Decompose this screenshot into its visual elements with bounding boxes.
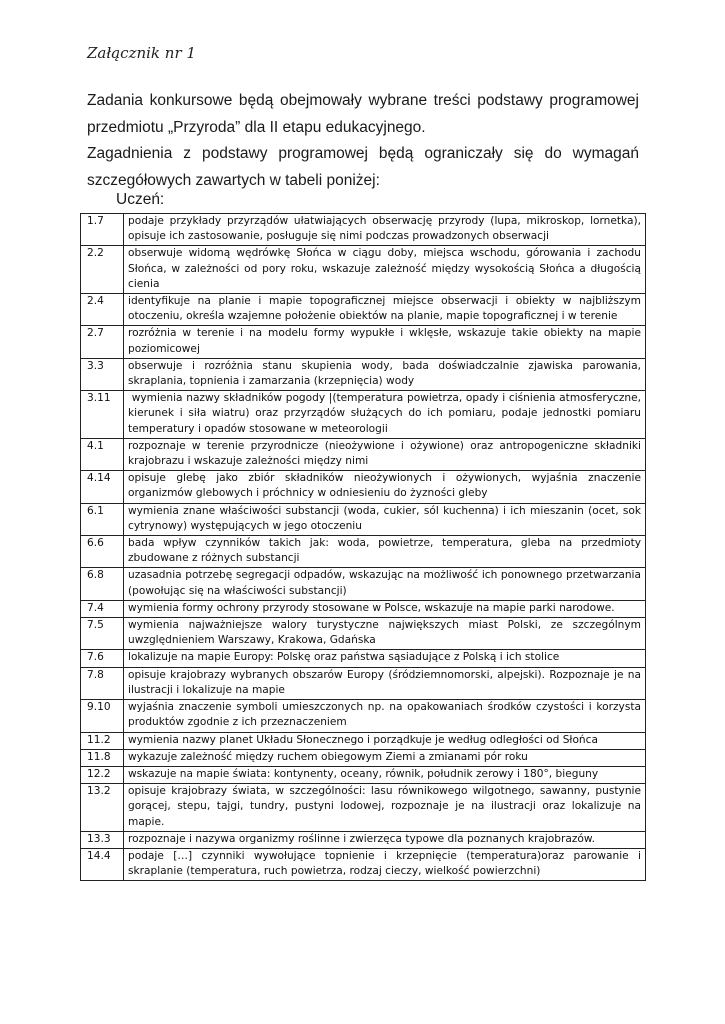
table-row: [81, 568, 646, 600]
requirement-text: wskazuje na mapie świata: kontynenty, oceany, równik, południk zerowy i 180°, bieguny: [124, 766, 646, 783]
requirements-table-body: [81, 214, 675, 881]
requirement-number: 6.8: [81, 568, 124, 600]
table-row: [81, 650, 646, 667]
requirement-number: 3.3: [81, 358, 124, 390]
requirement-number: 9.10: [81, 700, 124, 732]
requirement-number: 7.6: [81, 650, 124, 667]
requirement-number: 3.11: [81, 391, 124, 439]
requirement-text: rozpoznaje w terenie przyrodnicze (nieożywione i ożywione) oraz antropogeniczne składniki krajobrazu i wskazuje zależności między nimi: [124, 438, 646, 470]
table-row: [81, 848, 646, 880]
requirement-number: 2.7: [81, 326, 124, 358]
table-row: [81, 784, 646, 832]
table-row: [81, 503, 646, 535]
table-row: [81, 214, 646, 246]
requirement-number: 1.7: [81, 214, 124, 246]
requirement-text: obserwuje widomą wędrówkę Słońca w ciągu doby, miejsca wschodu, górowania i zachodu Słońca, w zależności od pory roku, wskazuje zależność między wysokością Słońca a długością cienia: [124, 246, 646, 294]
requirement-number: 7.8: [81, 667, 124, 699]
requirement-number: 4.1: [81, 438, 124, 470]
requirement-text: wyjaśnia znaczenie symboli umieszczonych np. na opakowaniach środków czystości i korzysta produktów zgodnie z ich przeznaczeniem: [124, 700, 646, 732]
requirement-text: opisuje krajobrazy wybranych obszarów Europy (śródziemnomorski, alpejski). Rozpoznaje je na ilustracji i lokalizuje na mapie: [124, 667, 646, 699]
requirement-number: 6.1: [81, 503, 124, 535]
requirement-text: bada wpływ czynników takich jak: woda, powietrze, temperatura, gleba na przedmioty zbudowane z różnych substancji: [124, 536, 646, 568]
requirement-number: 11.2: [81, 732, 124, 749]
annex-label: Załącznik nr 1: [87, 44, 196, 62]
table-row: [81, 732, 646, 749]
intro-line: przedmiotu „Przyroda” dla II etapu edukacyjnego.: [87, 118, 426, 136]
requirement-text: podaje […] czynniki wywołujące topnienie i krzepnięcie (temperatura)oraz parowanie i skraplanie (temperatura, ruch powietrza, rodzaj cieczy, wielkość powierzchni): [124, 848, 646, 880]
requirements-table: [80, 213, 675, 881]
table-row: [81, 536, 646, 568]
requirement-text: identyfikuje na planie i mapie topograficznej miejsce obserwacji i obiekty w najbliższym otoczeniu, określa wzajemne położenie obiektów na planie, mapie topograficznej i w terenie: [124, 294, 646, 326]
table-row: [81, 831, 646, 848]
requirement-text: wymienia nazwy składników pogody |(temperatura powietrza, opady i ciśnienia atmosferyczne, kierunek i siła wiatru) oraz przyrządów służących do ich pomiaru, podaje jednostki pomiaru temperatury i opadów stosowane w meteorologii: [124, 391, 646, 439]
requirement-text: uzasadnia potrzebę segregacji odpadów, wskazując na możliwość ich ponownego przetwarzania (powołując się na właściwości substancji): [124, 568, 646, 600]
intro-text: [87, 88, 639, 194]
table-row: [81, 358, 646, 390]
requirement-text: opisuje glebę jako zbiór składników nieożywionych i ożywionych, wyjaśnia znaczenie organizmów glebowych i próchnicy w odniesieniu do żyzności gleby: [124, 471, 646, 503]
requirement-text: rozróżnia w terenie i na modelu formy wypukłe i wklęsłe, wskazuje takie obiekty na mapie poziomicowej: [124, 326, 646, 358]
requirement-number: 7.5: [81, 618, 124, 650]
table-row: [81, 246, 646, 294]
requirement-number: 2.4: [81, 294, 124, 326]
requirement-number: 6.6: [81, 536, 124, 568]
requirement-number: 14.4: [81, 848, 124, 880]
requirement-text: obserwuje i rozróżnia stanu skupienia wody, bada doświadczalnie zjawiska parowania, skraplania, topnienia i zamarzania (krzepnięcia) wody: [124, 358, 646, 390]
requirement-text: wymienia nazwy planet Układu Słonecznego i porządkuje je według odległości od Słońca: [124, 732, 646, 749]
requirement-text: wymienia najważniejsze walory turystyczne największych miast Polski, ze szczególnym uwzględnieniem Warszawy, Krakowa, Gdańska: [124, 618, 646, 650]
table-row: [81, 600, 646, 617]
requirement-text: lokalizuje na mapie Europy: Polskę oraz państwa sąsiadujące z Polską i ich stolice: [124, 650, 646, 667]
requirement-text: podaje przykłady przyrządów ułatwiających obserwację przyrody (lupa, mikroskop, lornetka), opisuje ich zastosowanie, posługuje się nimi podczas prowadzonych obserwacji: [124, 214, 646, 246]
requirement-text: opisuje krajobrazy świata, w szczególności: lasu równikowego wilgotnego, sawanny, pustynie gorącej, stepu, tajgi, tundry, pustyni lodowej, rozpoznaje je na ilustracji oraz lokalizuje na mapie.: [124, 784, 646, 832]
requirement-number: 4.14: [81, 471, 124, 503]
table-row: [81, 766, 646, 783]
intro-line: Zadania konkursowe będą obejmowały wybrane treści podstawy programowej: [87, 92, 639, 109]
table-row: [81, 438, 646, 470]
table-row: [81, 391, 646, 439]
table-row: [81, 471, 646, 503]
table-row: [81, 326, 646, 358]
requirement-text: wymienia formy ochrony przyrody stosowane w Polsce, wskazuje na mapie parki narodowe.: [124, 600, 646, 617]
table-row: [81, 749, 646, 766]
requirement-number: 7.4: [81, 600, 124, 617]
requirement-text: wykazuje zależność między ruchem obiegowym Ziemi a zmianami pór roku: [124, 749, 646, 766]
intro-line: Zagadnienia z podstawy programowej będą ograniczały się do wymagań: [87, 145, 639, 162]
student-label: Uczeń:: [116, 191, 165, 208]
requirement-number: 2.2: [81, 246, 124, 294]
table-row: [81, 700, 646, 732]
requirement-number: 13.2: [81, 784, 124, 832]
table-row: [81, 618, 646, 650]
intro-line: szczegółowych zawartych w tabeli poniżej:: [87, 171, 380, 189]
requirement-number: 12.2: [81, 766, 124, 783]
table-row: [81, 667, 646, 699]
table-row: [81, 294, 646, 326]
requirement-number: 13.3: [81, 831, 124, 848]
requirement-number: 11.8: [81, 749, 124, 766]
requirement-text: rozpoznaje i nazywa organizmy roślinne i zwierzęca typowe dla poznanych krajobrazów.: [124, 831, 646, 848]
requirement-text: wymienia znane właściwości substancji (woda, cukier, sól kuchenna) i ich mieszanin (ocet, sok cytrynowy) występujących w jego otoczeniu: [124, 503, 646, 535]
